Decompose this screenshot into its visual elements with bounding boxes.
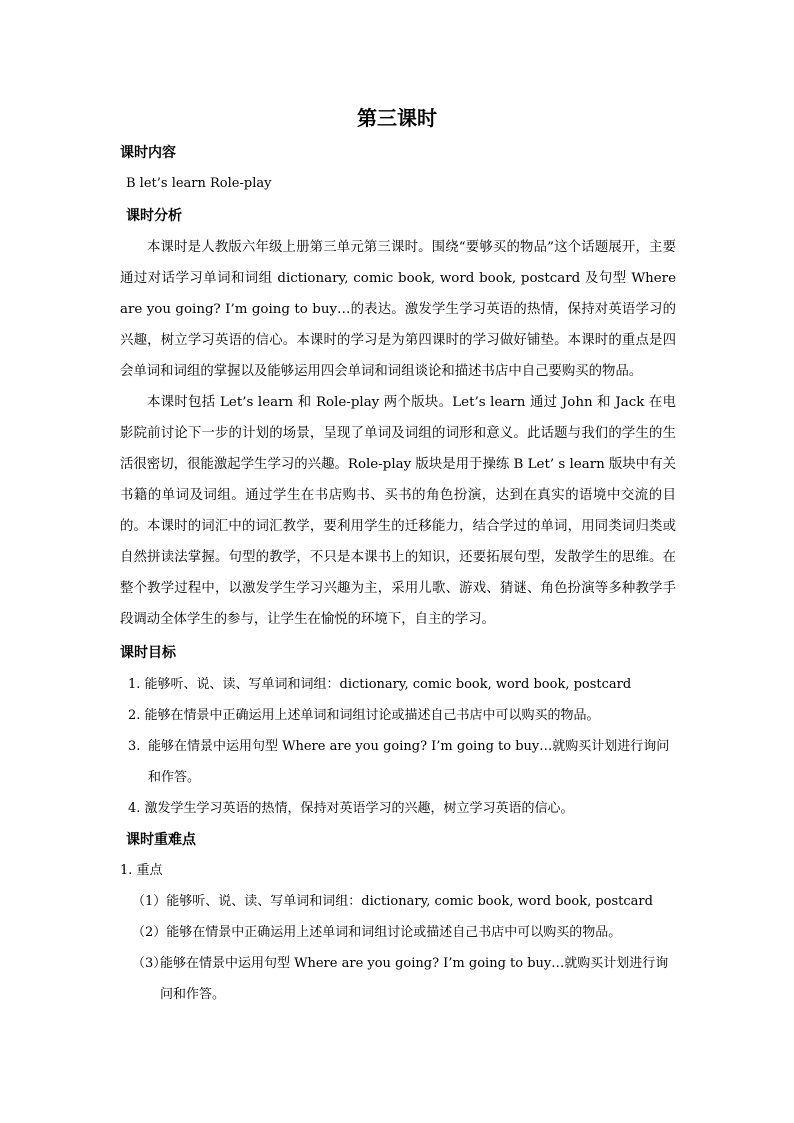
- goal-text: 能够听、说、读、写单词和词组：dictionary, comic book, word book, postcard: [144, 677, 632, 692]
- goal-number: 3.: [128, 739, 141, 754]
- goal-text: 能够在情景中正确运用上述单词和词组讨论或描述自己书店中可以购买的物品。: [144, 708, 600, 723]
- goal-text: 激发学生学习英语的热情，保持对英语学习的兴趣，树立学习英语的信心。: [144, 801, 574, 816]
- key-point-text: 能够听、说、读、写单词和词组：dictionary, comic book, word book, postcard: [166, 894, 653, 909]
- key-point-item: [132, 948, 676, 1010]
- key-point-text: 能够在情景中运用句型 Where are you going? I’m going to buy…就购买计划进行询问和作答。: [160, 956, 669, 1002]
- goal-text: 能够在情景中运用句型 Where are you going? I’m going to buy…就购买计划进行询问和作答。: [148, 739, 670, 785]
- analysis-paragraph: 本课时的词汇中的词汇教学，要利用学生的迁移能力，结合学过的单词，用同类词归类或自然拼读法掌握。句型的教学，不只是本课书上的知识，还要拓展句型，发散学生的思维。在整个教学过程中，以激发学生学习兴趣为主，采用儿歌、游戏、猜谜、角色扮演等多种教学手段调动全体学生的参与，让学生在愉悦的环境下，自主的学习。: [120, 519, 676, 627]
- goal-number: 2.: [128, 708, 141, 723]
- key-point-number: （2）: [132, 925, 167, 940]
- key-point-item: [132, 917, 676, 948]
- difficulty-heading: 课时重难点: [126, 832, 196, 848]
- content-heading: 课时内容: [120, 145, 176, 161]
- goal-item: [128, 793, 676, 824]
- page-title: 第三课时: [357, 106, 437, 130]
- analysis-heading: 课时分析: [126, 208, 182, 224]
- analysis-paragraph: 本课时是人教版六年级上册第三单元第三课时。围绕“要够买的物品”这个话题展开，主要通过对话学习单词和词组 dictionary, comic book, word book, postcard 及句型 Where are you going? I’m going to buy…的表达。激发学生学习英语的热情，保持对英语学习的兴趣，树立学习英语的信心。本课时的学习是为第四课时的学习做好铺垫。本课时的重点是四会单词和词组的掌握以及能够运用四会单词和词组谈论和描述书店中自己要购买的物品。: [120, 240, 676, 379]
- goal-item: [128, 669, 676, 700]
- goals-heading: 课时目标: [120, 645, 176, 661]
- goal-number: 1.: [128, 677, 141, 692]
- key-points-label: 1. 重点: [120, 863, 163, 878]
- key-point-number: （1）: [132, 894, 167, 909]
- key-point-item: [132, 886, 676, 917]
- goal-number: 4.: [128, 801, 141, 816]
- key-point-number: （3）: [132, 956, 167, 971]
- analysis-paragraph: 本课时包括 Let’s learn 和 Role-play 两个版块。Let’s learn 通过 John 和 Jack 在电影院前讨论下一步的计划的场景，呈现了单词及词组的词形和意义。此话题与我们的学生的生活很密切，很能激起学生学习的兴趣。Role-play 版块是用于操练 B Let’ s learn 版块中有关书籍的单词及词组。通过学生在书店购书、买书的角色扮演，达到在真实的语境中交流的目的。: [120, 395, 676, 534]
- goal-item: [128, 731, 676, 793]
- content-text: B let’s learn Role-play: [126, 176, 272, 191]
- key-point-text: 能够在情景中正确运用上述单词和词组讨论或描述自己书店中可以购买的物品。: [166, 925, 622, 940]
- goal-item: [128, 700, 676, 731]
